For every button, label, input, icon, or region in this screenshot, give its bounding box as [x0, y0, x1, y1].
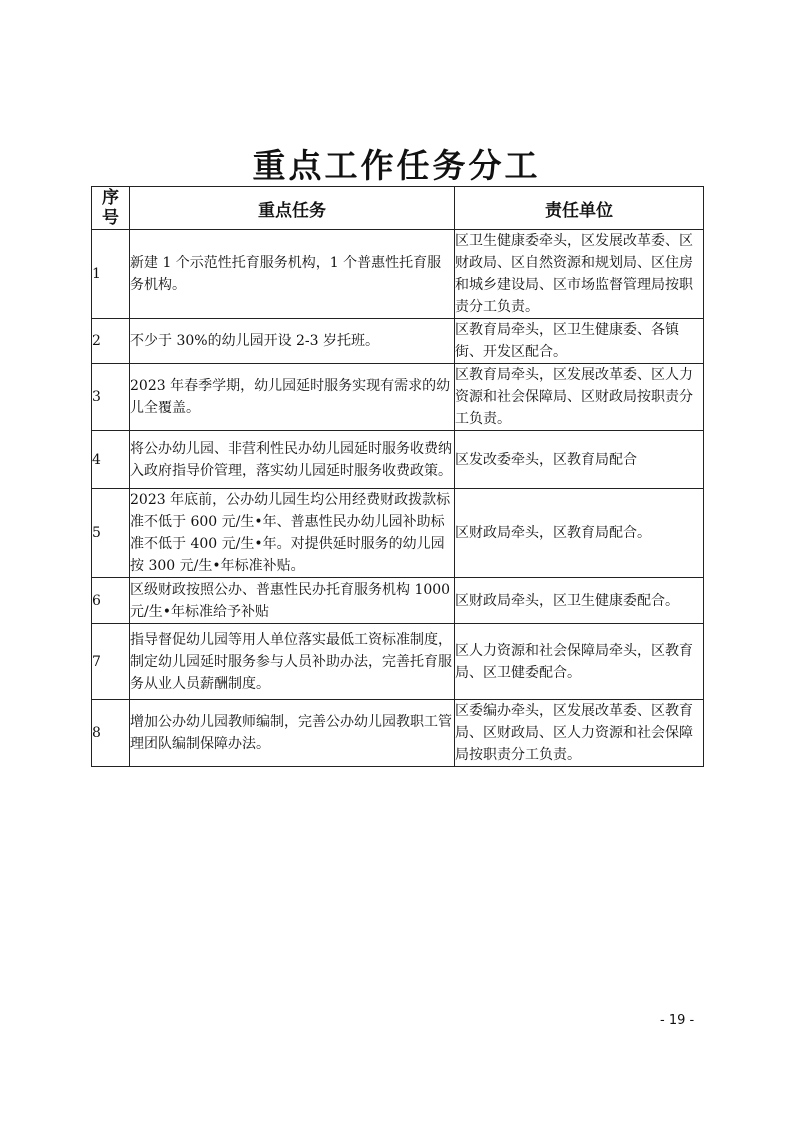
row-task: 将公办幼儿园、非营利性民办幼儿园延时服务收费纳入政府指导价管理，落实幼儿园延时服务收费政策。	[130, 431, 455, 489]
table-row	[92, 364, 704, 431]
page-title: 重点工作任务分工	[252, 146, 541, 185]
table-row	[92, 700, 704, 767]
page-number: - 19 -	[660, 1013, 695, 1028]
row-unit: 区卫生健康委牵头，区发展改革委、区财政局、区自然资源和规划局、区住房和城乡建设局、区市场监督管理局按职责分工负责。	[455, 230, 704, 319]
table-row	[92, 578, 704, 624]
row-task: 指导督促幼儿园等用人单位落实最低工资标准制度，制定幼儿园延时服务参与人员补助办法，完善托育服务从业人员薪酬制度。	[130, 624, 455, 700]
row-task: 不少于 30%的幼儿园开设 2-3 岁托班。	[130, 319, 455, 364]
row-unit: 区财政局牵头，区卫生健康委配合。	[455, 578, 704, 624]
row-no: 2	[92, 319, 130, 364]
row-unit: 区财政局牵头，区教育局配合。	[455, 489, 704, 578]
row-no: 1	[92, 230, 130, 319]
table-row	[92, 624, 704, 700]
row-task: 2023 年底前，公办幼儿园生均公用经费财政拨款标准不低于 600 元/生•年、普惠性民办幼儿园补助标准不低于 400 元/生•年。对提供延时服务的幼儿园按 300 元/生•年标准补贴。	[130, 489, 455, 578]
table-row	[92, 431, 704, 489]
row-unit: 区人力资源和社会保障局牵头，区教育局、区卫健委配合。	[455, 624, 704, 700]
row-unit: 区委编办牵头，区发展改革委、区教育局、区财政局、区人力资源和社会保障局按职责分工负责。	[455, 700, 704, 767]
row-no: 5	[92, 489, 130, 578]
row-task: 区级财政按照公办、普惠性民办托育服务机构 1000 元/生•年标准给予补贴	[130, 578, 455, 624]
table-row	[92, 319, 704, 364]
header-no	[92, 187, 130, 230]
row-unit: 区发改委牵头，区教育局配合	[455, 431, 704, 489]
header-task: 重点任务	[130, 187, 455, 230]
task-table	[91, 186, 704, 767]
row-no: 4	[92, 431, 130, 489]
header-unit: 责任单位	[455, 187, 704, 230]
row-no: 6	[92, 578, 130, 624]
table-header-row	[92, 187, 704, 230]
table-row	[92, 489, 704, 578]
row-no: 7	[92, 624, 130, 700]
row-task: 2023 年春季学期，幼儿园延时服务实现有需求的幼儿全覆盖。	[130, 364, 455, 431]
row-no: 3	[92, 364, 130, 431]
row-unit: 区教育局牵头，区卫生健康委、各镇街、开发区配合。	[455, 319, 704, 364]
row-unit: 区教育局牵头，区发展改革委、区人力资源和社会保障局、区财政局按职责分工负责。	[455, 364, 704, 431]
row-task: 增加公办幼儿园教师编制，完善公办幼儿园教职工管理团队编制保障办法。	[130, 700, 455, 767]
row-no: 8	[92, 700, 130, 767]
row-task: 新建 1 个示范性托育服务机构，1 个普惠性托育服务机构。	[130, 230, 455, 319]
header-no-label: 序号	[102, 188, 119, 228]
table-row	[92, 230, 704, 319]
